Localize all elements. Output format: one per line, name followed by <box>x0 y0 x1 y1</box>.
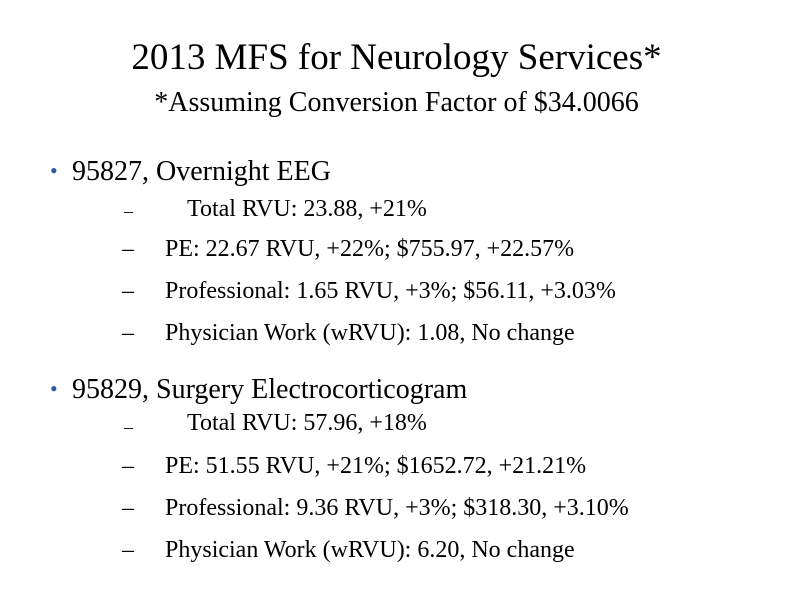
section-heading-text: 95827, Overnight EEG <box>72 156 331 187</box>
bullet-icon: • <box>50 376 58 401</box>
section-heading-text: 95829, Surgery Electrocorticogram <box>72 374 468 405</box>
dash-icon: – <box>122 495 134 521</box>
slide-title: 2013 MFS for Neurology Services* <box>131 37 662 78</box>
dash-icon: – <box>124 201 133 221</box>
section-2-item-4: Physician Work (wRVU): 6.20, No change <box>165 537 575 563</box>
section-1-item-2: PE: 22.67 RVU, +22%; $755.97, +22.57% <box>165 236 575 262</box>
dash-icon: – <box>122 236 134 262</box>
dash-icon: – <box>124 417 133 437</box>
section-1-heading <box>50 154 331 189</box>
section-2-item-1: Total RVU: 57.96, +18% <box>187 410 427 436</box>
section-2-item-2: PE: 51.55 RVU, +21%; $1652.72, +21.21% <box>165 453 587 479</box>
dash-icon: – <box>122 278 134 304</box>
dash-icon: – <box>122 453 134 479</box>
bullet-icon: • <box>50 158 58 183</box>
section-2-heading <box>50 372 467 407</box>
section-1-item-1: Total RVU: 23.88, +21% <box>187 196 427 222</box>
slide-subtitle: *Assuming Conversion Factor of $34.0066 <box>154 87 639 118</box>
dash-icon: – <box>122 537 134 563</box>
section-2-item-3: Professional: 9.36 RVU, +3%; $318.30, +3.10% <box>165 495 629 521</box>
section-1-item-3: Professional: 1.65 RVU, +3%; $56.11, +3.03% <box>165 278 616 304</box>
section-1-item-4: Physician Work (wRVU): 1.08, No change <box>165 320 575 346</box>
dash-icon: – <box>122 320 134 346</box>
